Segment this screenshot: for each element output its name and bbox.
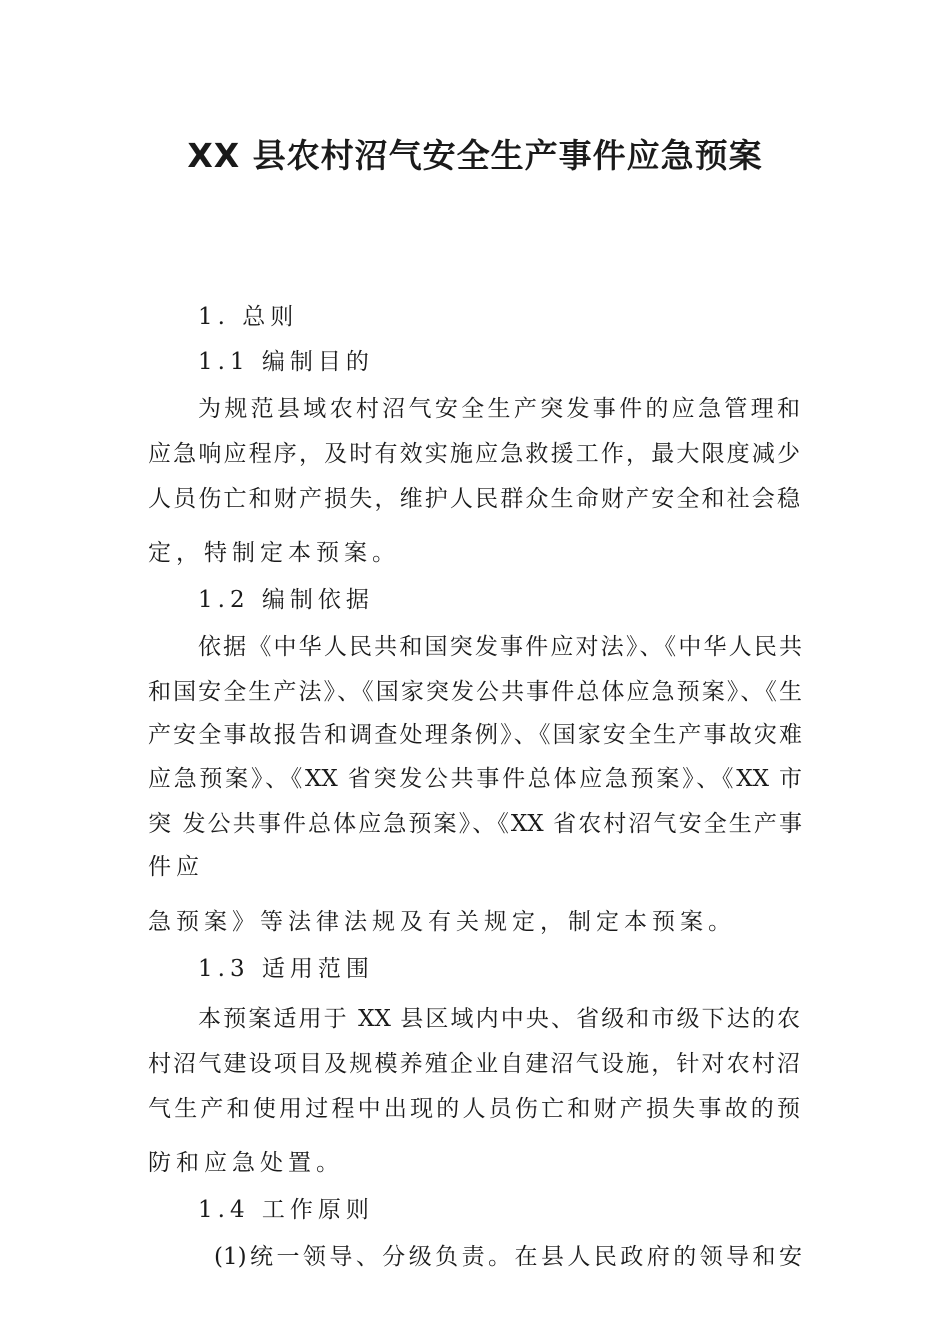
paragraph-line: (1)统一领导、分级负责。在县人民政府的领导和安 — [214, 1244, 802, 1270]
heading-1-3: 1.3 适用范围 — [198, 956, 374, 982]
paragraph-line: 本预案适用于 XX 县区域内中央、省级和市级下达的农 — [198, 1006, 800, 1032]
paragraph-line: 村沼气建设项目及规模养殖企业自建沼气设施，针对农村沼 — [148, 1051, 800, 1077]
paragraph-line: 气生产和使用过程中出现的人员伤亡和财产损失事故的预 — [148, 1096, 800, 1122]
heading-1-2: 1.2 编制依据 — [198, 587, 374, 613]
paragraph-line: 防和应急处置。 — [148, 1150, 344, 1176]
document-title: XX 县农村沼气安全生产事件应急预案 — [187, 136, 763, 175]
paragraph-line: 应急响应程序，及时有效实施应急救援工作，最大限度减少 — [148, 441, 800, 467]
paragraph-line: 定，特制定本预案。 — [148, 540, 400, 566]
paragraph-line: 应急预案》、《XX 省突发公共事件总体应急预案》、《XX 市 — [148, 766, 802, 792]
heading-1: 1. 总则 — [198, 304, 299, 330]
paragraph-line: 突 发公共事件总体应急预案》、《XX 省农村沼气安全生产事 — [148, 811, 802, 837]
paragraph-line: 产安全事故报告和调查处理条例》、《国家安全生产事故灾难 — [148, 722, 802, 748]
paragraph-line: 急预案》等法律法规及有关规定，制定本预案。 — [148, 909, 736, 935]
heading-1-4: 1.4 工作原则 — [198, 1197, 374, 1223]
paragraph-line: 依据《中华人民共和国突发事件应对法》、《中华人民共 — [198, 634, 802, 660]
heading-1-1: 1.1 编制目的 — [198, 349, 374, 375]
paragraph-line: 为规范县域农村沼气安全生产突发事件的应急管理和 — [198, 396, 800, 422]
paragraph-line: 件应 — [148, 854, 204, 880]
paragraph-line: 人员伤亡和财产损失，维护人民群众生命财产安全和社会稳 — [148, 486, 800, 512]
paragraph-line: 和国安全生产法》、《国家突发公共事件总体应急预案》、《生 — [148, 679, 802, 705]
